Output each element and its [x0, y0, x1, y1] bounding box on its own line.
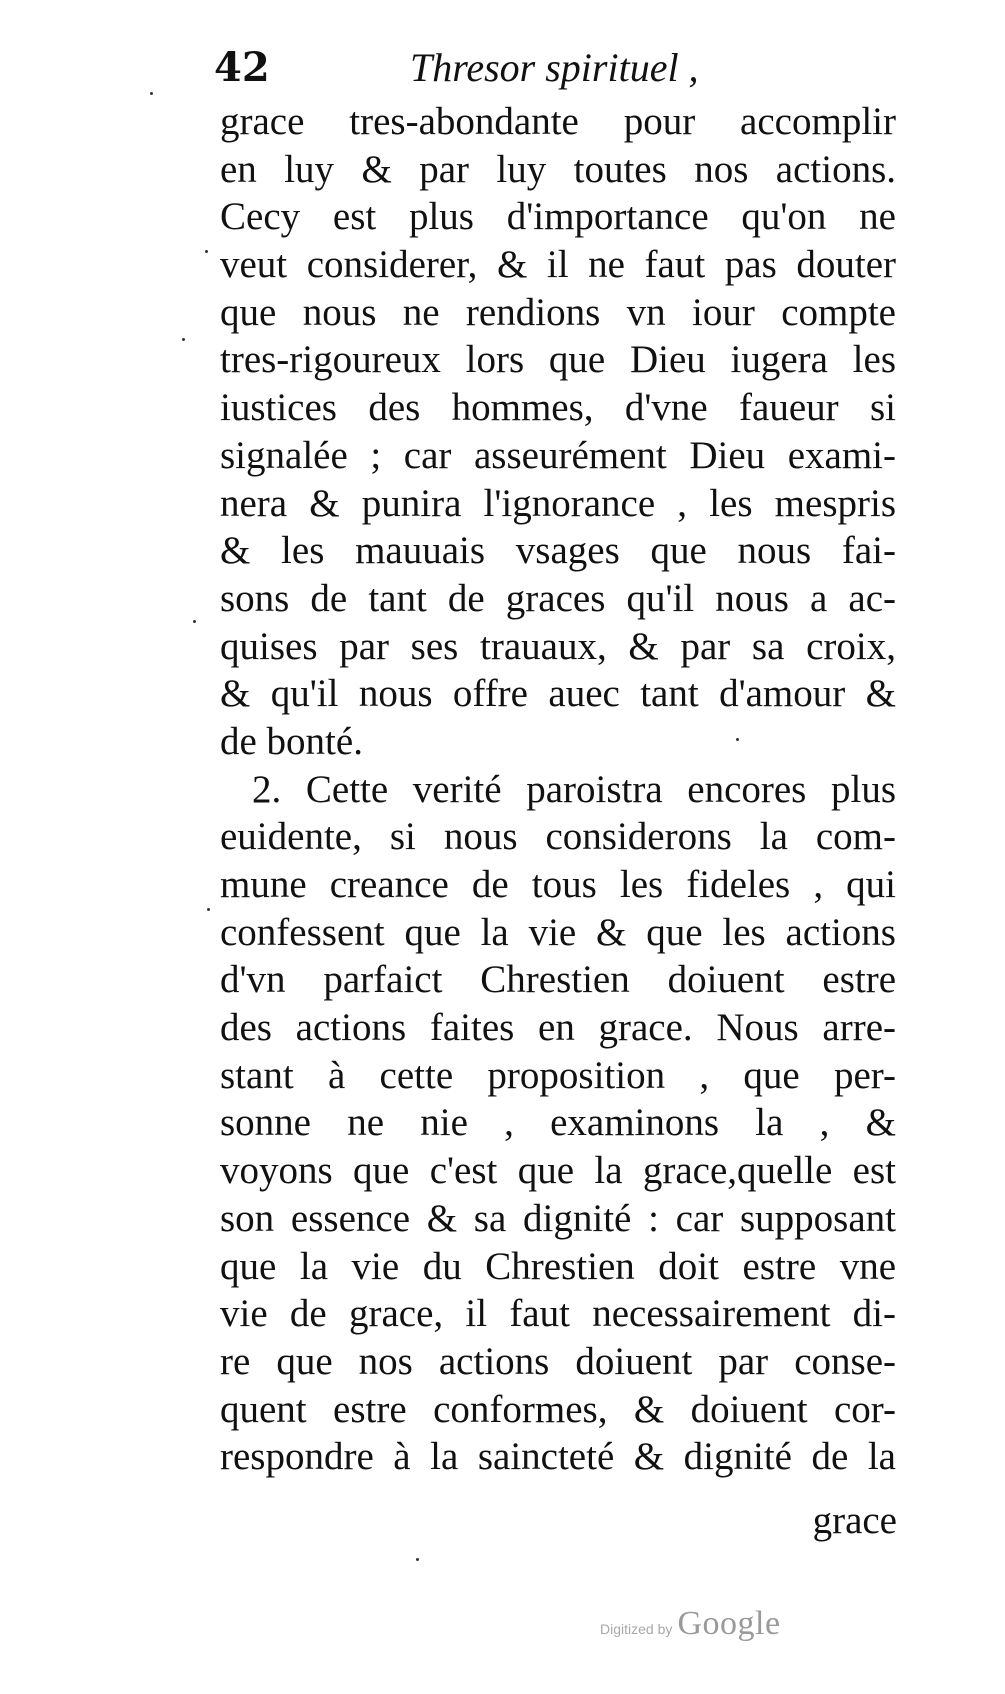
text-line: des actions faites en grace. Nous arre- — [220, 1006, 896, 1050]
text-line: iustices des hommes, d'vne faueur si — [220, 386, 896, 430]
text-line: confessent que la vie & que les actions — [220, 910, 896, 954]
running-title: Thresor spirituel , — [410, 45, 699, 90]
text-line: stant à cette proposition , que per- — [220, 1053, 896, 1097]
ink-speck — [150, 92, 153, 95]
text-line: sons de tant de graces qu'il nous a ac- — [220, 576, 896, 620]
text-line: quises par ses trauaux, & par sa croix, — [220, 624, 896, 668]
text-line: respondre à la saincteté & dignité de la — [220, 1435, 896, 1479]
text-line: son essence & sa dignité : car supposant — [220, 1196, 896, 1240]
text-line: signalée ; car asseurément Dieu exami- — [220, 433, 896, 477]
paragraph-start-line: 2. Cette verité paroistra encores plus — [252, 767, 896, 811]
catchword: grace — [812, 1499, 897, 1542]
ink-speck — [416, 1558, 419, 1561]
paragraph-end-line: de bonté. — [220, 719, 363, 763]
text-line: euidente, si nous considerons la com- — [220, 815, 896, 859]
ink-speck — [205, 250, 208, 253]
text-line: que la vie du Chrestien doit estre vne — [220, 1244, 896, 1288]
text-line: vie de grace, il faut necessairement di- — [220, 1292, 896, 1336]
text-line: mune creance de tous les fideles , qui — [220, 863, 896, 906]
digitized-watermark — [600, 1605, 781, 1645]
ink-speck — [182, 338, 185, 341]
text-line: en luy & par luy toutes nos actions. — [220, 147, 896, 191]
text-line: Cecy est plus d'importance qu'on ne — [220, 195, 896, 239]
page-header — [214, 40, 894, 100]
text-line: nera & punira l'ignorance , les mespris — [220, 481, 896, 525]
text-line: d'vn parfaict Chrestien doiuent estre — [220, 958, 896, 1002]
google-logo: Google — [677, 1605, 781, 1642]
text-line: voyons que c'est que la grace,quelle est — [220, 1149, 896, 1193]
text-line: grace tres-abondante pour accomplir — [220, 100, 896, 143]
body-text — [220, 98, 896, 1481]
text-line: re que nos actions doiuent par conse- — [220, 1339, 896, 1383]
text-line: sonne ne nie , examinons la , & — [220, 1101, 896, 1145]
ink-speck — [736, 738, 739, 741]
text-line: tres-rigoureux lors que Dieu iugera les — [220, 338, 896, 382]
text-line: quent estre conformes, & doiuent cor- — [220, 1387, 896, 1431]
text-line: & qu'il nous offre auec tant d'amour & — [220, 672, 896, 716]
text-line: veut considerer, & il ne faut pas douter — [220, 243, 896, 287]
ink-speck — [193, 620, 196, 623]
text-line: que nous ne rendions vn iour compte — [220, 290, 896, 334]
watermark-prefix: Digitized by — [600, 1621, 673, 1637]
ink-speck — [207, 908, 210, 911]
text-line: & les mauuais vsages que nous fai- — [220, 529, 896, 573]
page-number: 42 — [214, 44, 270, 91]
